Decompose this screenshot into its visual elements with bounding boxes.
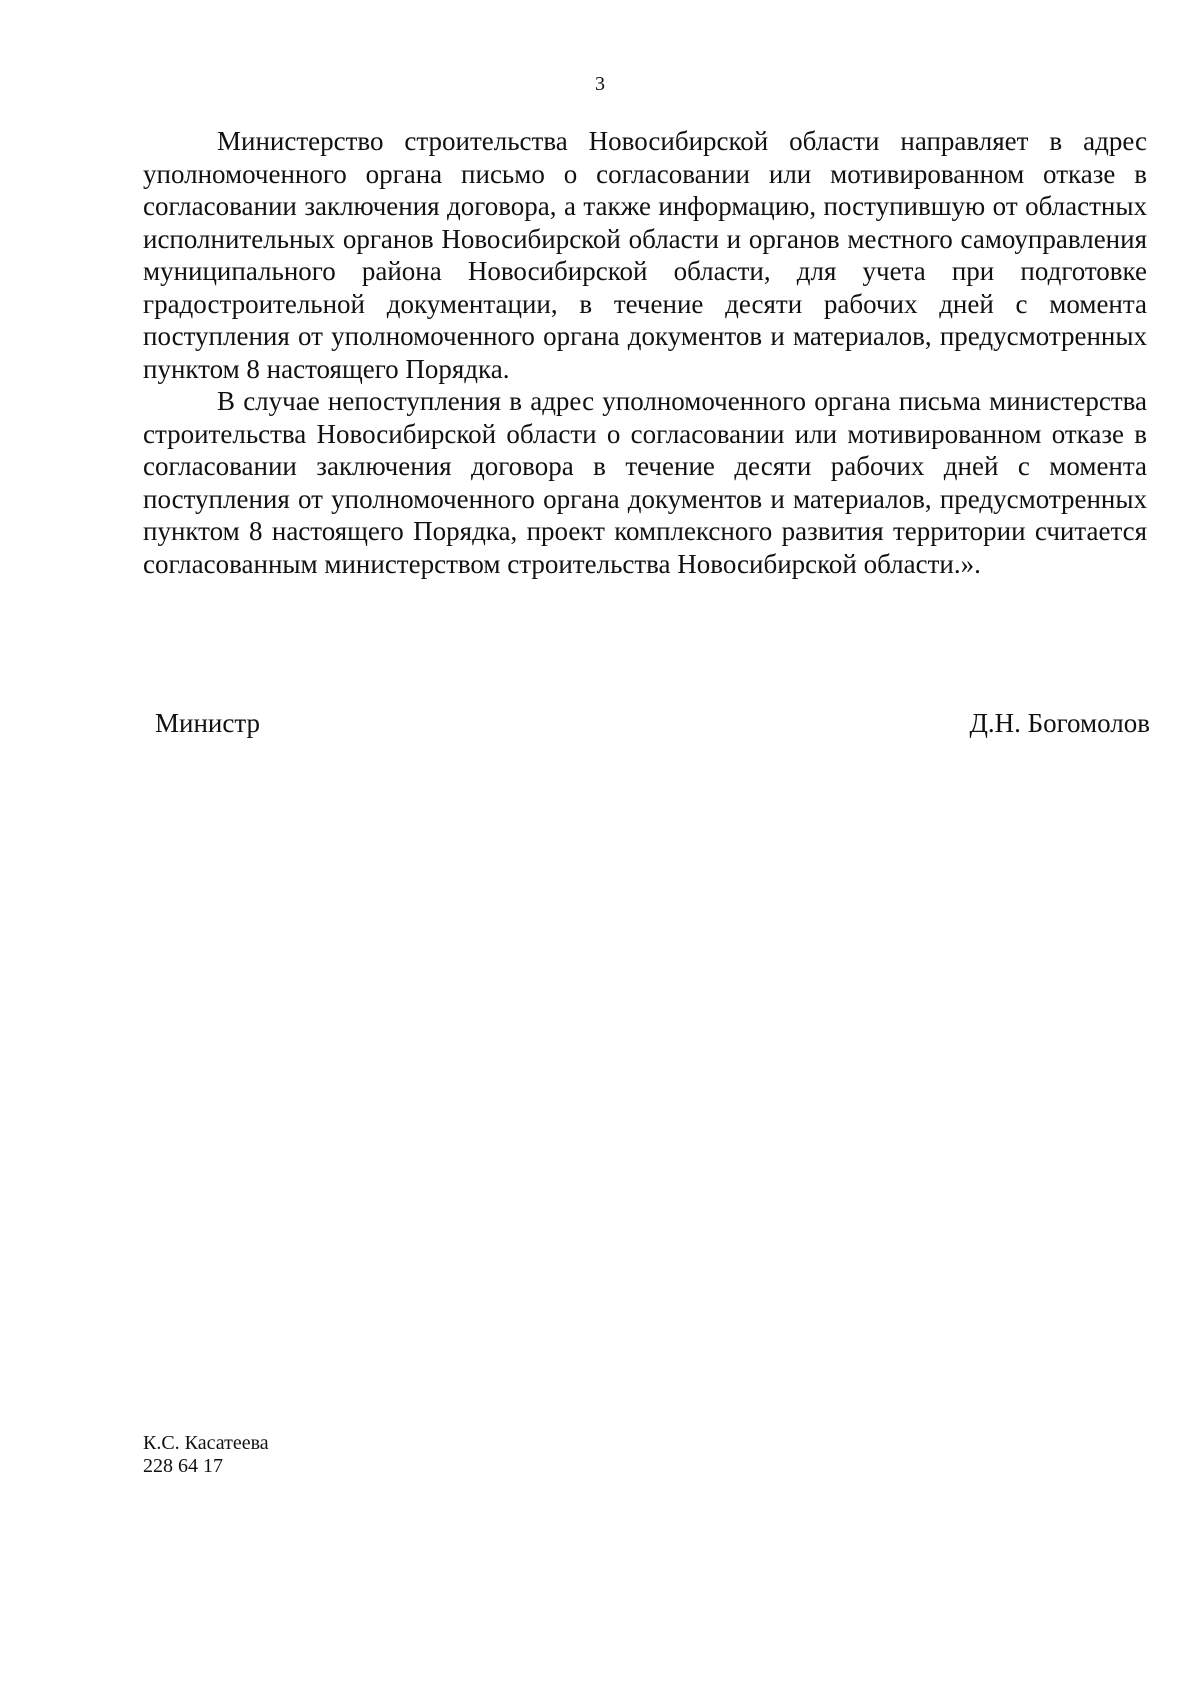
executor-name: К.С. Касатеева	[143, 1432, 269, 1454]
signature-block	[155, 707, 1150, 739]
paragraph-approval-procedure: Министерство строительства Новосибирской области направляет в адрес уполномоченного органа письмо о согласовании или мотивированном отказе в согласовании заключения договора, а также информацию, поступившую от областных исполнительных органов Новосибирской области и органов местного самоуправления муниципального района Новосибирской области, для учета при подготовке градостроительной документации, в течение десяти рабочих дней с момента поступления от уполномоченного органа документов и материалов, предусмотренных пунктом 8 настоящего Порядка.	[143, 126, 1147, 384]
page-number: 3	[595, 73, 605, 95]
signatory-name: Д.Н. Богомолов	[969, 708, 1150, 738]
signatory-position: Министр	[155, 708, 260, 738]
document-body	[143, 125, 1147, 580]
paragraph-implied-approval: В случае непоступления в адрес уполномоченного органа письма министерства строительства Новосибирской области о согласовании или мотивированном отказе в согласовании заключения договора в течение десяти рабочих дней с момента поступления от уполномоченного органа документов и материалов, предусмотренных пунктом 8 настоящего Порядка, проект комплексного развития территории считается согласованным министерством строительства Новосибирской области.».	[143, 386, 1147, 579]
executor-phone: 228 64 17	[143, 1455, 223, 1477]
executor-contact	[143, 1432, 269, 1478]
